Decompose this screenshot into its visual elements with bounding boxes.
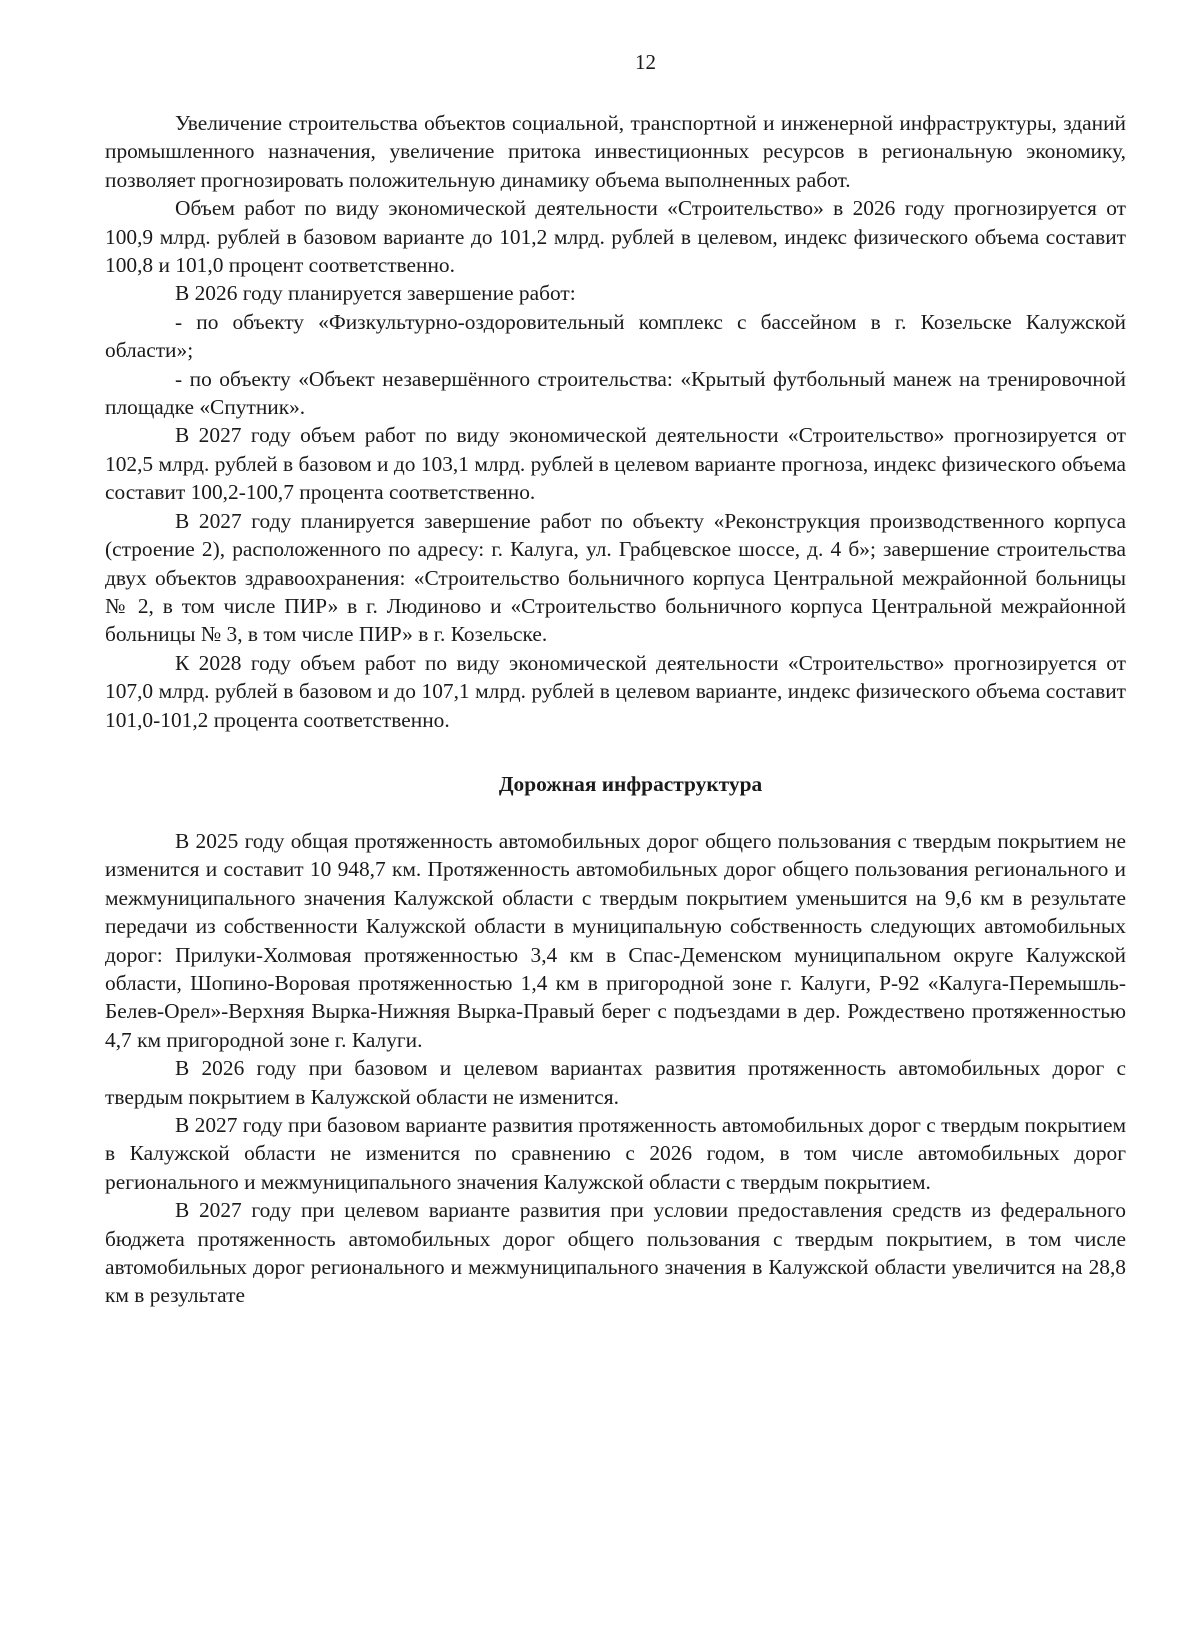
paragraph: В 2027 году при базовом варианте развития протяженность автомобильных дорог с твердым покрытием в Калужской области не изменится по сравнению с 2026 годом, в том числе автомобильных дорог регионального и межмуниципального значения Калужской области с твердым покрытием. — [105, 1113, 1126, 1194]
paragraph: В 2027 году планируется завершение работ по объекту «Реконструкция производственного корпуса (строение 2), расположенного по адресу: г. Калуга, ул. Грабцевское шоссе, д. 4 б»; завершение строительства двух объектов здравоохранения: «Строительство больничного корпуса Центральной межрайонной больницы № 2, в том числе ПИР» в г. Людиново и «Строительство больничного корпуса Центральной межрайонной больницы № 3, в том числе ПИР» в г. Козельске. — [105, 508, 1126, 647]
paragraph: В 2026 году при базовом и целевом вариантах развития протяженность автомобильных дорог с твердым покрытием в Калужской области не изменится. — [105, 1056, 1126, 1109]
section-heading: Дорожная инфраструктура — [498, 771, 763, 796]
paragraph: Объем работ по виду экономической деятельности «Строительство» в 2026 году прогнозируется от 100,9 млрд. рублей в базовом варианте до 101,2 млрд. рублей в целевом, индекс физического объема составит 100,8 и 101,0 процент соответственно. — [105, 196, 1126, 278]
paragraph: К 2028 году объем работ по виду экономической деятельности «Строительство» прогнозируется от 107,0 млрд. рублей в базовом и до 107,1 млрд. рублей в целевом варианте, индекс физического объема составит 101,0-101,2 процента соответственно. — [105, 650, 1126, 732]
list-item: - по объекту «Объект незавершённого строительства: «Крытый футбольный манеж на тренировочной площадке «Спутник». — [105, 366, 1126, 420]
paragraph: В 2027 году при целевом варианте развития при условии предоставления средств из федерального бюджета протяженность автомобильных дорог общего пользования с твердым покрытием, в том числе автомобильных дорог регионального и межмуниципального значения в Калужской области увеличится на 28,8 км в результате — [105, 1198, 1126, 1308]
paragraph: В 2025 году общая протяженность автомобильных дорог общего пользования с твердым покрытием не изменится и составит 10 948,7 км. Протяженность автомобильных дорог общего пользования регионального и межмуниципального значения Калужской области с твердым покрытием уменьшится на 9,6 км в результате передачи из собственности Калужской области в муниципальную собственность следующих автомобильных дорог: Прилуки-Холмовая протяженностью 3,4 км в Спас-Деменском муниципальном округе Калужской области, Шопино-Воровая протяженностью 1,4 км в пригородной зоне г. Калуги, Р-92 «Калуга-Перемышль-Белев-Орел»-Верхняя Вырка-Нижняя Вырка-Правый берег с подъездами в дер. Рождествено протяженностью 4,7 км пригородной зоне г. Калуги. — [105, 828, 1126, 1052]
list-item: - по объекту «Физкультурно-оздоровительный комплекс с бассейном в г. Козельске Калужской области»; — [105, 309, 1126, 363]
paragraph: Увеличение строительства объектов социальной, транспортной и инженерной инфраструктуры, зданий промышленного назначения, увеличение притока инвестиционных ресурсов в региональную экономику, позволяет прогнозировать положительную динамику объема выполненных работ. — [105, 111, 1126, 192]
paragraph: В 2027 году объем работ по виду экономической деятельности «Строительство» прогнозируется от 102,5 млрд. рублей в базовом и до 103,1 млрд. рублей в целевом варианте прогноза, индекс физического объема составит 100,2-100,7 процента соответственно. — [105, 423, 1126, 505]
paragraph: В 2026 году планируется завершение работ: — [175, 281, 576, 306]
page-number: 12 — [635, 50, 656, 74]
